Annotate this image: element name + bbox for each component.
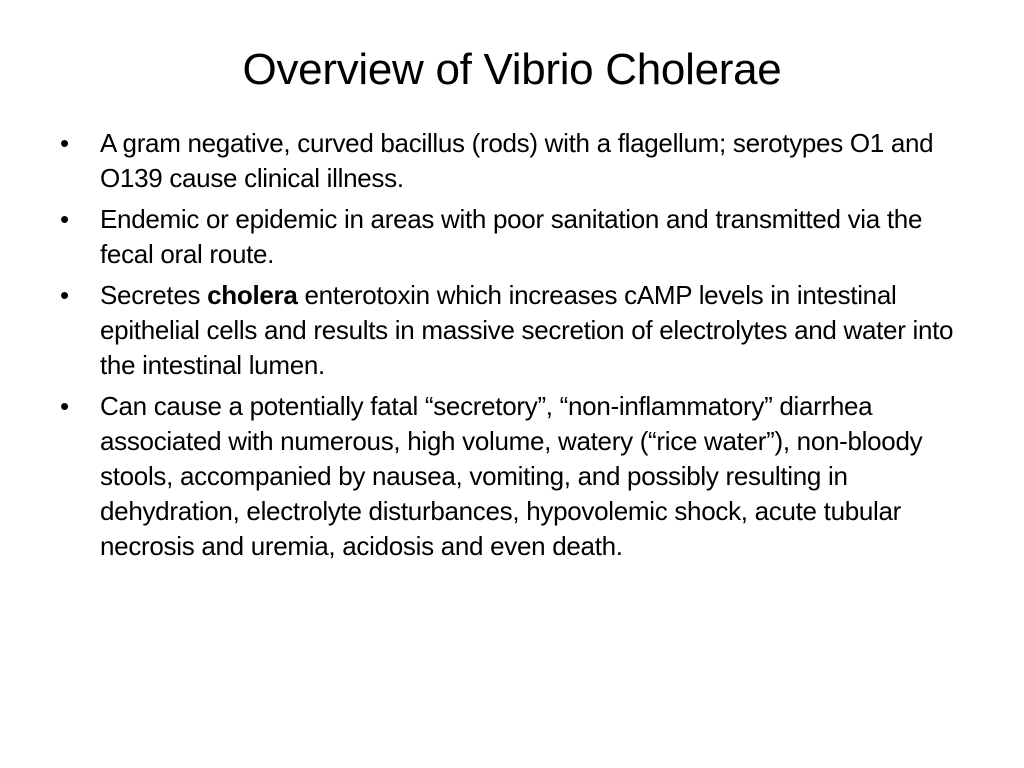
bullet-text-suffix: enterotoxin which increases cAMP levels in intestinal epithelial cells and results in massive secretion of electrolytes and water into the intestinal lumen. <box>100 280 954 380</box>
bullet-item-3 <box>60 278 980 383</box>
bullet-dot-icon: • <box>60 204 69 234</box>
slide-title: Overview of Vibrio Cholerae <box>242 45 782 94</box>
bullet-item-1 <box>60 126 980 196</box>
bullet-dot-icon: • <box>60 128 69 158</box>
bullet-text: A gram negative, curved bacillus (rods) with a flagellum; serotypes O1 and O139 cause clinical illness. <box>100 128 934 193</box>
bullet-dot-icon: • <box>60 391 69 421</box>
bullet-text-bold: cholera <box>207 280 298 310</box>
bullet-text-prefix: Secretes <box>100 280 208 310</box>
bullet-list <box>60 126 980 570</box>
bullet-dot-icon: • <box>60 280 69 310</box>
bullet-text: Endemic or epidemic in areas with poor sanitation and transmitted via the fecal oral route. <box>100 204 923 269</box>
bullet-text: Can cause a potentially fatal “secretory”, “non-inflammatory” diarrhea associated with numerous, high volume, watery (“rice water”), non-bloody stools, accompanied by nausea, vomiting, and possibly resulting in dehydration, electrolyte disturbances, hypovolemic shock, acute tubular necrosis and uremia, acidosis and even death. <box>100 391 923 561</box>
bullet-item-4 <box>60 389 980 564</box>
bullet-item-2 <box>60 202 980 272</box>
bullet-text <box>100 280 953 380</box>
